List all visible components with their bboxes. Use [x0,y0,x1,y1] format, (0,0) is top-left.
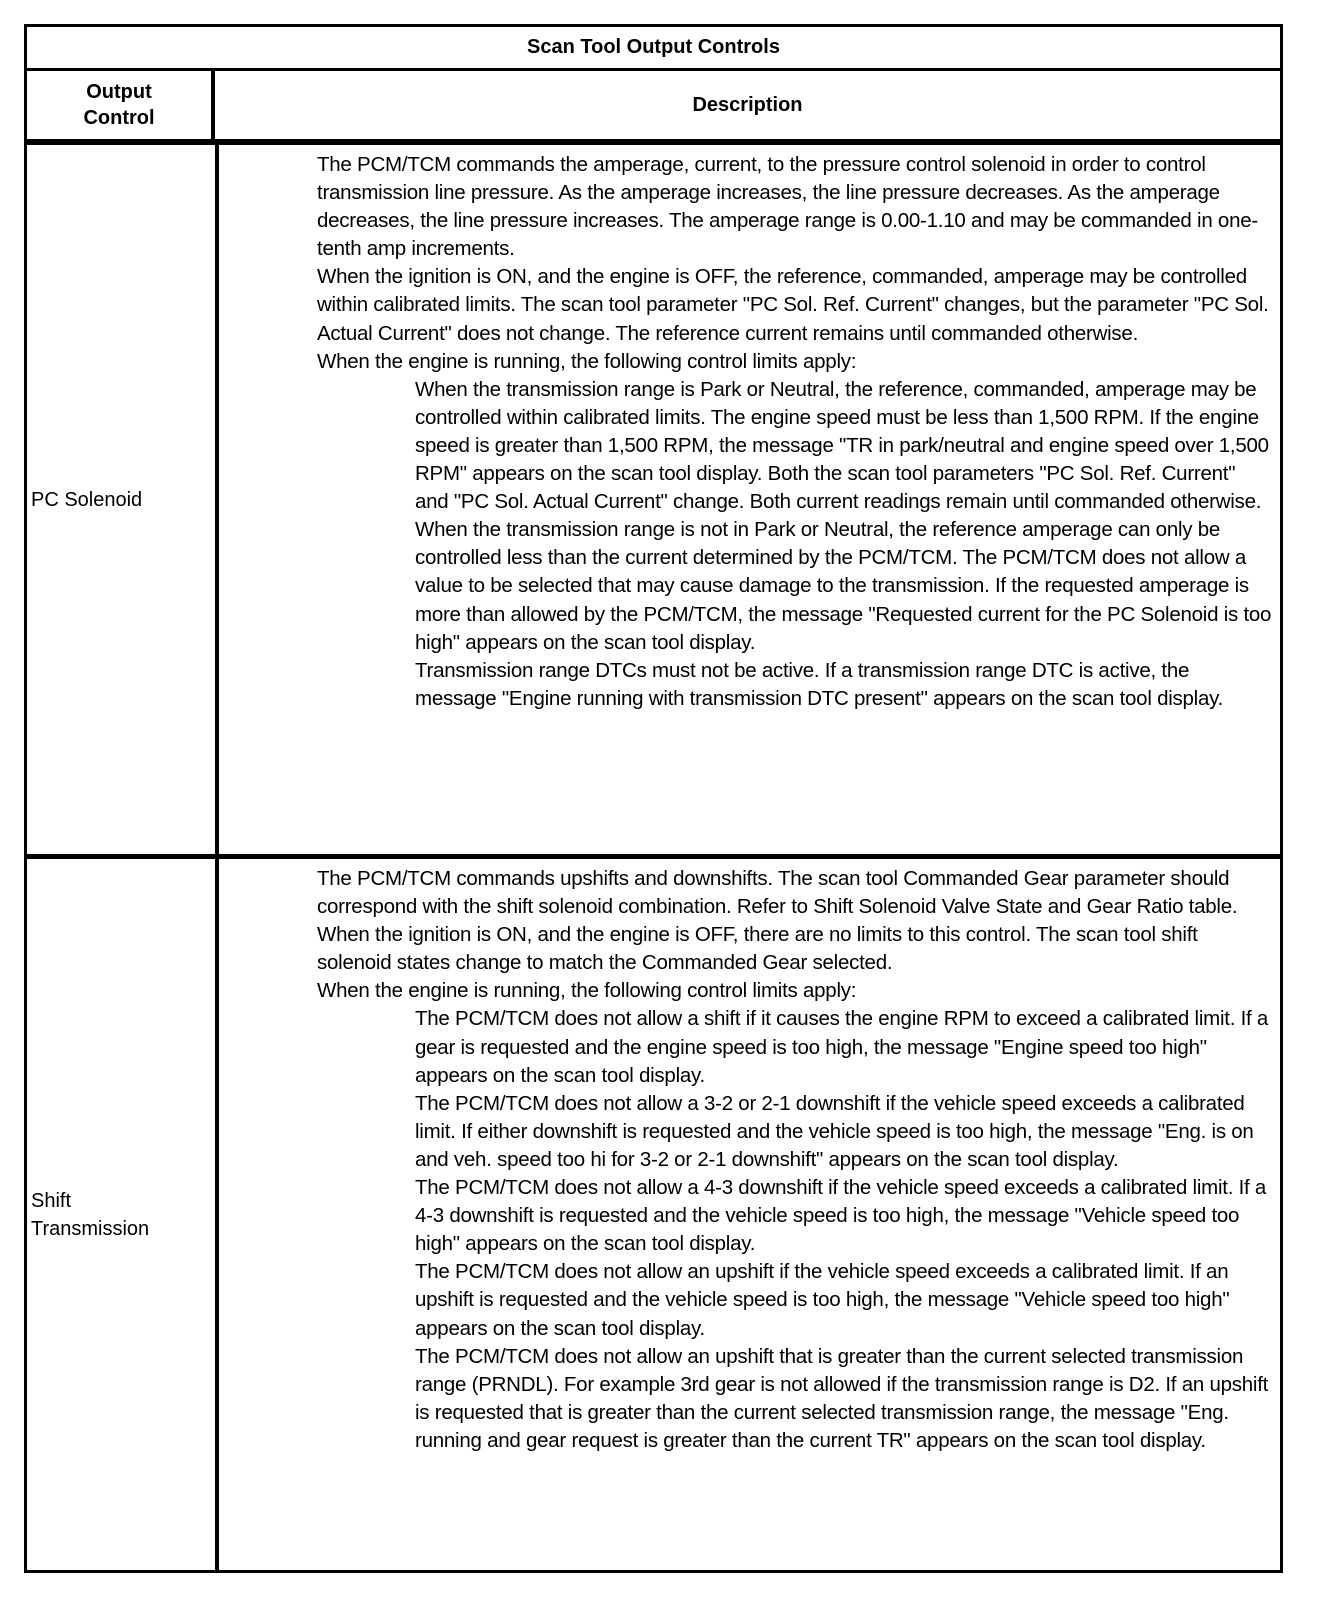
output-control-label: PC Solenoid [31,488,143,511]
output-control-cell [27,145,219,854]
description-sub-paragraph: The PCM/TCM does not allow an upshift if the vehicle speed exceeds a calibrated limit. If an upshift is requested and the vehicle speed is too high, the message "Vehicle speed too high" appears on the scan tool display. [415,1260,1230,1340]
header-output-control [27,71,215,139]
output-control-label-line1: Shift [31,1189,72,1212]
description-paragraph: The PCM/TCM commands the amperage, current, to the pressure control solenoid in order to control transmission line pressure. As the amperage increases, the line pressure decreases. As the amperage decreases, the line pressure increases. The amperage range is 0.00-1.10 and may be commanded in one-tenth amp increments. [317,153,1258,261]
description-sub-paragraph: When the transmission range is not in Park or Neutral, the reference amperage can only be controlled less than the current determined by the PCM/TCM. The PCM/TCM does not allow a value to be selected that may cause damage to the transmission. If the requested amperage is more than allowed by the PCM/TCM, the message "Requested current for the PC Solenoid is too high" appears on the scan tool display. [415,518,1272,654]
description-sub-paragraph: The PCM/TCM does not allow an upshift that is greater than the current selected transmission range (PRNDL). For example 3rd gear is not allowed if the transmission range is D2. If an upshift is requested that is greater than the current selected transmission range, the message "Eng. running and gear request is greater than the current TR" appears on the scan tool display. [415,1344,1269,1452]
description-sub-paragraph: The PCM/TCM does not allow a 4-3 downshift if the vehicle speed exceeds a calibrated limit. If a 4-3 downshift is requested and the vehicle speed is too high, the message "Vehicle speed too high" appears on the scan tool display. [415,1176,1267,1256]
description-cell [219,859,1280,1570]
header-output-control-line1: Output [86,81,152,103]
table-title: Scan Tool Output Controls [27,27,1280,71]
scan-tool-output-controls-table [24,24,1283,1573]
description-sub-paragraph: Transmission range DTCs must not be active. If a transmission range DTC is active, the message "Engine running with transmission DTC present" appears on the scan tool display. [415,658,1224,710]
table-header-row [27,71,1280,145]
description-paragraph: When the engine is running, the following control limits apply: [317,979,857,1003]
description-sub-paragraph: The PCM/TCM does not allow a shift if it causes the engine RPM to exceed a calibrated limit. If a gear is requested and the engine speed is too high, the message "Engine speed too high" appears on the scan tool display. [415,1007,1269,1087]
header-output-control-line2: Control [83,107,155,129]
header-description: Description [692,93,803,116]
description-cell [219,145,1280,854]
description-paragraph: When the engine is running, the following control limits apply: [317,349,857,373]
table-row [27,145,1280,859]
description-paragraph: When the ignition is ON, and the engine is OFF, there are no limits to this control. The scan tool shift solenoid states change to match the Commanded Gear selected. [317,923,1198,975]
output-control-cell [27,859,219,1570]
description-sub-paragraph: The PCM/TCM does not allow a 3-2 or 2-1 downshift if the vehicle speed exceeds a calibrated limit. If either downshift is requested and the vehicle speed is too high, the message "Eng. is on and veh. speed too hi for 3-2 or 2-1 downshift" appears on the scan tool display. [415,1091,1254,1171]
table-row [27,859,1280,1570]
description-paragraph: The PCM/TCM commands upshifts and downshifts. The scan tool Commanded Gear parameter should correspond with the shift solenoid combination. Refer to Shift Solenoid Valve State and Gear Ratio table. [317,867,1238,919]
output-control-label-line2: Transmission [31,1217,150,1240]
description-paragraph: When the ignition is ON, and the engine is OFF, the reference, commanded, amperage may be controlled within calibrated limits. The scan tool parameter "PC Sol. Ref. Current" changes, but the parameter "PC Sol. Actual Current" does not change. The reference current remains until commanded otherwise. [317,265,1269,345]
description-sub-paragraph: When the transmission range is Park or Neutral, the reference, commanded, amperage may be controlled within calibrated limits. The engine speed must be less than 1,500 RPM. If the engine speed is greater than 1,500 RPM, the message "TR in park/neutral and engine speed over 1,500 RPM" appears on the scan tool display. Both the scan tool parameters "PC Sol. Ref. Current" and "PC Sol. Actual Current" change. Both current readings remain until commanded otherwise. [415,377,1269,514]
